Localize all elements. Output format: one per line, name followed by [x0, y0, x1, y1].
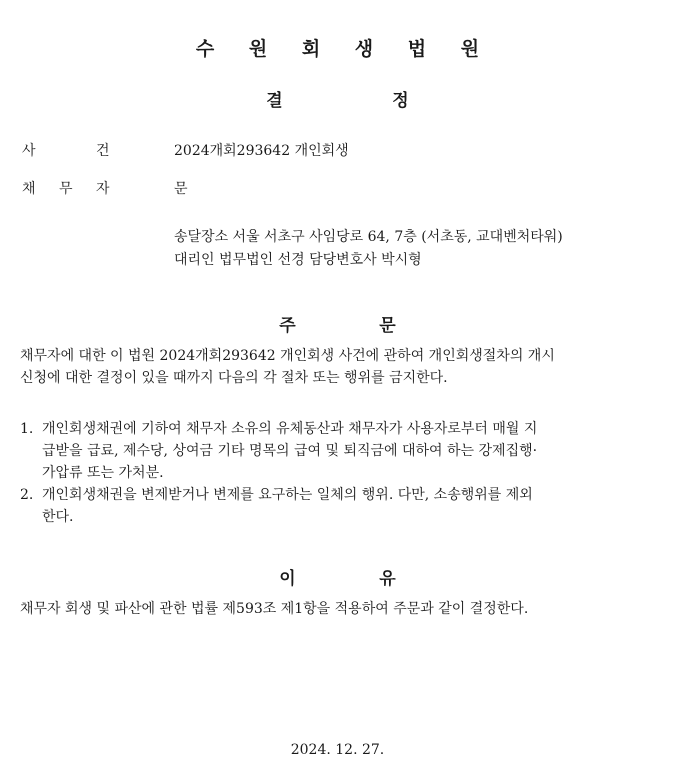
list-item-line: 개인회생채권에 기하여 채무자 소유의 유체동산과 채무자가 사용자로부터 매월 지: [42, 421, 538, 437]
list-item-line: 급받을 급료, 제수당, 상여금 기타 명목의 급여 및 퇴직금에 대하여 하는 강제집행·: [42, 443, 538, 459]
case-label: [22, 140, 133, 160]
order-intro-line: 채무자에 대한 이 법원 2024개회293642 개인회생 사건에 관하여 개인회생절차의 개시: [20, 348, 555, 364]
document-title-char-1: 결: [266, 91, 283, 111]
list-item-line: 한다.: [42, 509, 74, 525]
service-address: 송달장소 서울 서초구 사임당로 64, 7층 (서초동, 교대벤처타워): [174, 229, 563, 245]
order-items: [20, 418, 665, 528]
reason-heading: [0, 564, 675, 589]
reason-heading-char-2: 유: [379, 569, 396, 589]
list-item-line: 가압류 또는 가처분.: [42, 465, 164, 481]
debtor-label-char: 채: [22, 181, 36, 197]
case-label-char: 건: [96, 143, 110, 159]
document-title-char-2: 정: [392, 91, 409, 111]
legal-agent: 대리인 법무법인 선경 담당변호사 박시형: [174, 252, 422, 268]
order-heading: [0, 311, 675, 336]
list-item: [20, 484, 665, 528]
reason-text-line: 채무자 회생 및 파산에 관한 법률 제593조 제1항을 적용하여 주문과 같이 결정한다.: [20, 601, 529, 617]
reason-text: [20, 598, 660, 620]
order-heading-char-1: 주: [279, 316, 296, 336]
debtor-label-char: 자: [96, 181, 110, 197]
list-item-number: 2.: [20, 487, 34, 503]
reason-heading-char-1: 이: [279, 569, 296, 589]
case-number: 2024개회293642 개인회생: [174, 143, 349, 159]
order-heading-char-2: 문: [379, 316, 396, 336]
order-intro-line: 신청에 대한 결정이 있을 때까지 다음의 각 절차 또는 행위를 금지한다.: [20, 370, 448, 386]
case-label-char: 사: [22, 143, 36, 159]
list-item-number: 1.: [20, 421, 34, 437]
debtor-label: [22, 178, 133, 198]
debtor-name: 문: [174, 181, 188, 197]
document-title: [0, 86, 675, 111]
court-name: 수 원 회 생 법 원: [195, 38, 494, 60]
list-item: [20, 418, 665, 484]
list-item-line: 개인회생채권을 변제받거나 변제를 요구하는 일체의 행위. 다만, 소송행위를 제외: [42, 487, 533, 503]
debtor-label-char: 무: [59, 181, 73, 197]
decision-date: 2024. 12. 27.: [290, 742, 385, 758]
order-intro: [20, 345, 660, 389]
